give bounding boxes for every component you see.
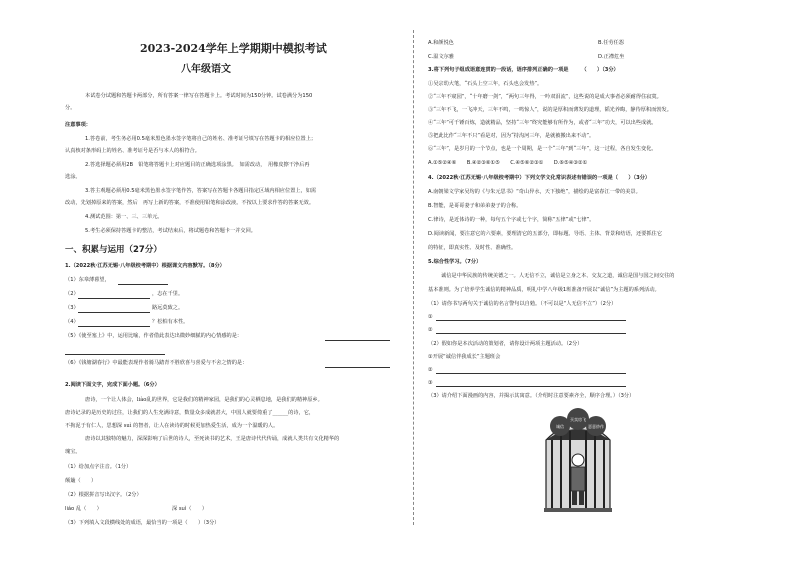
option-b: B.任劳任怨 [598, 40, 624, 46]
q2-sub2b: 深 suì（ ） [172, 506, 208, 512]
notice-5: 5.考生必须保持答题卡的整洁，考试结束后，将试题卷和答题卡一并交回。 [85, 228, 256, 234]
exam-subject: 八年级语文 [181, 64, 231, 75]
q1-2b: ，志在千里。 [152, 291, 184, 297]
intro-line-2: 分。 [65, 105, 76, 111]
motto-label-1: ① [428, 314, 433, 320]
section-heading: 一、积累与运用（27分） [65, 245, 162, 255]
activity-label-2: ② [428, 367, 433, 373]
q1-stem: 1.（2022秋·江苏无锡·八年级校考期中）根据课文内容默写。（8分） [65, 263, 225, 269]
q4-option-a: A.南朝梁文学家吴均的《与朱元思书》“奇山异水，天下独绝”，描绘的是富春江一带的美景。 [428, 189, 641, 195]
q3-sentence-4: ④“三年”可千锤百炼，造就精品，坚持“三年”终究能够有所作为，或者“三年”功夫，可以出些成就。 [428, 120, 657, 126]
q1-6: （6）《钱塘湖春行》中最能表现作者骑马踏青不胜欣喜与喜爱与不舍之情的是： [65, 360, 248, 366]
activity-line-2[interactable] [436, 373, 626, 374]
q2-stem: 2.阅读下面文字，完成下面小题。（6分） [65, 382, 160, 388]
notice-title: 注意事项： [65, 122, 91, 128]
notice-2b: 选涂。 [65, 174, 81, 180]
cartoon-label-center: 买卖房飞 [570, 417, 586, 422]
q2-sub2a: liáo 乱（ ） [65, 506, 102, 512]
column-divider [413, 30, 414, 525]
q1-1: （1）东皋薄暮望， [65, 277, 110, 283]
passage-line-3: 不拘泥于有仁人，思想深 suì 的智者，让人在读诗的时候更加热爱生活，成为一个温暖的人。 [65, 423, 279, 429]
passage-line-4: 唐诗以其独特的魅力，深深影响了后世的诗人，至死读书的艺术，王是唐诗代代传诵，成就人类共有文化精华的 [85, 436, 340, 442]
notice-2a: 2.答选择题必须用2B 铅笔将答题卡上对应题目的正确选项涂黑。 如需改动， 用橡皮擦干净后再 [85, 162, 310, 168]
q4-stem: 4.（2022秋·江苏无锡·八年级校考期中）下列文学文化常识表述有错误的一项是（ ）（3分） [428, 175, 651, 181]
q4-option-c: C.律诗，是近体诗的一种，每句五个字或七个字，简称“五律”或“七律”。 [428, 217, 595, 223]
notice-4: 4.测试范围：第一、三、三单元。 [85, 214, 163, 220]
notice-3a: 3.答主观题必须用0.5毫米黑色墨水签字笔作答，答案写在答题卡各题目指定区域内相应位置上，如需 [85, 188, 317, 194]
option-a: A.和颜悦色 [428, 40, 454, 46]
intro-line-1: 本试卷分试题和答题卡两部分，所有答案一律写在答题卡上。考试时间为150分钟。试卷满分为150 [85, 93, 313, 99]
answer-line[interactable] [78, 326, 150, 327]
q3-sentence-1: ①吴宗幼大笔，“石头上空三年，石头也会发热”。 [428, 81, 543, 87]
q2-sub1a: 颠簸（ ） [65, 478, 97, 484]
notice-1a: 1.答卷前，考生务必用0.5毫米黑色墨水签字笔将自己的姓名、准考证号填写在答题卡的相应位置上； [85, 136, 317, 142]
cartoon-label-left: 诚信 [556, 424, 564, 429]
answer-line[interactable] [78, 312, 150, 313]
q1-3: （3） [65, 305, 79, 311]
q4-option-d2: 的特征，即真实性、及时性、准确性。 [428, 245, 517, 251]
passage-line-2: 唐诗记录的是历史的过往，让我们的人生充满诗意，数量众多成就甚大，中国人就要倚重了______的诗，它， [65, 410, 315, 416]
q5-para-2: 基本准则。为了培养学生诚信的精神品质，明礼中学八年级1班准备开展以“诚信”为主题的系列活动。 [428, 287, 660, 293]
q4-option-d1: D.阅读新闻，要注意它的六要素，要理清它的五部分，即标题、导语、主体、背景和结语，还要抓住它 [428, 231, 662, 237]
notice-1b: 认真核对条形码上的姓名、准考证号是否与本人的相符合。 [65, 148, 200, 154]
answer-line[interactable] [78, 298, 150, 299]
passage-line-5: 瑰宝。 [65, 449, 81, 455]
q1-4c: ？松柏有本性。 [152, 319, 189, 325]
notice-3b: 改动，先划掉原来的答案，然后 再写上新的答案，不准使用铅笔和涂改液。不按以上要求作答的答案无效。 [65, 200, 315, 206]
q1-5: （5）《使至塞上》中，运用比喻，作者借此表达出微妙细腻的内心情感的是： [65, 333, 243, 339]
answer-line[interactable] [325, 340, 390, 341]
q3-sentence-5: ⑤把此比作“三年不只”看是对，因为“持沟河三年，是就被搬出来不动”。 [428, 133, 595, 139]
q4-option-b: B.智能，是哥哥妻子和弟弟妻子的合称。 [428, 203, 522, 209]
q1-4: （4） [65, 319, 79, 325]
q3-stem: 3.将下列句子组成语意连贯的一段话，语序排列正确的一项是 （ ）（3分） [428, 67, 619, 73]
q5-sub2: （2）假如你是本次活动的策划者，请你设计两项主题活动。（2分） [428, 341, 583, 347]
q5-sub1: （1）请你书写两句关于诚信的名言警句以自勉。（不可以是“人无信不立”）（2分） [428, 301, 617, 307]
cartoon-illustration [540, 404, 616, 516]
motto-line-2[interactable] [436, 333, 626, 334]
q2-sub1: （1）给加点字注音。（1分） [65, 464, 132, 470]
exam-title: 2023-2024学年上学期期中模拟考试 [140, 42, 327, 55]
option-c: C.温文尔雅 [428, 54, 455, 60]
q1-3c: 路远莫致之。 [152, 305, 184, 311]
motto-line-1[interactable] [436, 320, 626, 321]
q2-sub2: （2）根据拼音写出汉字。（2分） [65, 492, 142, 498]
q2-sub3: （3）下列填入文段横线处的成语，最恰当的一项是（ ）（3分） [65, 520, 220, 526]
q5-sub3: （3）请介绍下面漫画的内容，并揭示其寓意。（介绍时注意要素齐全，顺序合理。）（3分） [428, 393, 635, 399]
answer-line[interactable] [118, 284, 168, 285]
q5-para-1: 诚信是中华民族的传统美德之一。人无信不立，诚信是立身之本、交友之道，诚信是国与国之间交往的 [441, 273, 675, 279]
q3-choices: A.①⑤②④⑥ B.④②③⑥①⑤ C.④⑤⑥②③① D.⑥⑤④③②① [428, 160, 588, 166]
q3-sentence-6: ⑥“三年”，是岁月的一个节点，也是一个周期，是一个“三年”到“三年”，这一过程，各自发生变化。 [428, 146, 657, 152]
activity-line-3[interactable] [436, 386, 626, 387]
motto-label-2: ② [428, 327, 433, 333]
passage-line-1: 唐诗，一个让人体会，liào乱的世界，它是我们的精神家园，是我们的心灵栖息地，是我们的精神原乡。 [85, 397, 323, 403]
option-d: D.正襟危坐 [598, 54, 625, 60]
activity-label-3: ③ [428, 380, 433, 386]
q3-sentence-2: ②“三年不窥园”，“十年磨一剑”，“两句三年得，一吟双泪流”，这些说的是成大事者必须耐得住寂寞。 [428, 94, 662, 100]
q3-sentence-3: ③“三年不飞，一飞冲天，三年不鸣，一鸣惊人”，说的是厚积而薄发的道理，韬光养晦，静待厚积而勃发。 [428, 107, 672, 113]
q5-stem: 5.综合性学习。（7分） [428, 259, 482, 265]
cartoon-label-right: 恶意炒作 [588, 424, 604, 429]
answer-line[interactable] [65, 354, 165, 355]
q1-2: （2） [65, 291, 79, 297]
answer-line[interactable] [325, 367, 390, 368]
activity-example: ①开展“诚信伴我成长”主题班会 [428, 354, 501, 360]
